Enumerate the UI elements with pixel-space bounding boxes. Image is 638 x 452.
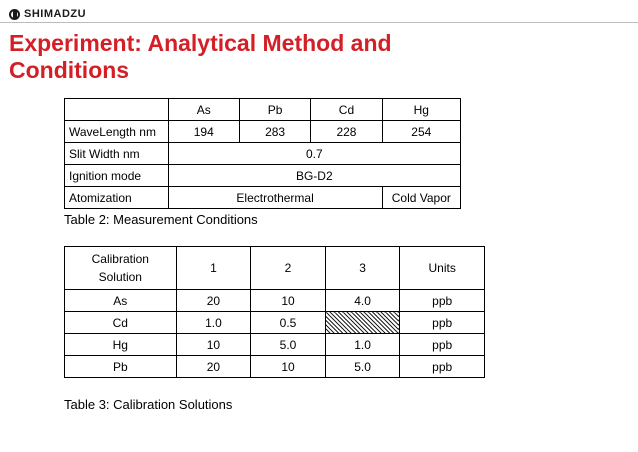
shimadzu-logo bbox=[9, 7, 86, 21]
table-header-cell: Units bbox=[400, 247, 485, 290]
title-line-1: Experiment: Analytical Method and bbox=[9, 30, 392, 56]
table-cell: Electrothermal bbox=[168, 187, 382, 209]
table-cell: 20 bbox=[176, 290, 251, 312]
table-row bbox=[65, 143, 461, 165]
header-divider bbox=[0, 22, 638, 23]
header-label-line-2: Solution bbox=[98, 270, 142, 284]
table-cell: ppb bbox=[400, 356, 485, 378]
table-header-cell bbox=[65, 247, 177, 290]
table-header-cell: Hg bbox=[382, 99, 460, 121]
table-cell: 5.0 bbox=[251, 334, 326, 356]
table3-caption: Table 3: Calibration Solutions bbox=[64, 397, 233, 412]
table2-caption: Table 2: Measurement Conditions bbox=[64, 212, 258, 227]
table-header-cell bbox=[65, 99, 169, 121]
table-row bbox=[65, 99, 461, 121]
slide-title bbox=[9, 30, 609, 84]
table-cell: 0.5 bbox=[251, 312, 326, 334]
table-cell: ppb bbox=[400, 290, 485, 312]
table-header-cell: 1 bbox=[176, 247, 251, 290]
table-cell: 10 bbox=[251, 356, 326, 378]
table-cell: 283 bbox=[239, 121, 310, 143]
table-cell: 1.0 bbox=[325, 334, 400, 356]
table-cell: 254 bbox=[382, 121, 460, 143]
row-label: Atomization bbox=[65, 187, 169, 209]
row-label: Slit Width nm bbox=[65, 143, 169, 165]
table-header-cell: Pb bbox=[239, 99, 310, 121]
table-row bbox=[65, 290, 485, 312]
row-label: As bbox=[65, 290, 177, 312]
table-cell: ppb bbox=[400, 334, 485, 356]
table-row bbox=[65, 356, 485, 378]
row-label: Cd bbox=[65, 312, 177, 334]
hatched-empty-cell bbox=[325, 312, 400, 334]
table-cell: Cold Vapor bbox=[382, 187, 460, 209]
table-row bbox=[65, 121, 461, 143]
measurement-conditions-table bbox=[64, 98, 461, 209]
table-row bbox=[65, 334, 485, 356]
table-cell: 10 bbox=[251, 290, 326, 312]
table-cell: 228 bbox=[311, 121, 382, 143]
table-cell: 10 bbox=[176, 334, 251, 356]
title-line-2: Conditions bbox=[9, 57, 130, 83]
table-header-cell: Cd bbox=[311, 99, 382, 121]
calibration-solutions-table bbox=[64, 246, 485, 378]
table-row bbox=[65, 187, 461, 209]
table-cell: 5.0 bbox=[325, 356, 400, 378]
shimadzu-logo-icon bbox=[9, 9, 20, 20]
row-label: Pb bbox=[65, 356, 177, 378]
table-row bbox=[65, 312, 485, 334]
row-label: WaveLength nm bbox=[65, 121, 169, 143]
table-cell: ppb bbox=[400, 312, 485, 334]
table-header-cell: As bbox=[168, 99, 239, 121]
row-label: Ignition mode bbox=[65, 165, 169, 187]
table-cell: 20 bbox=[176, 356, 251, 378]
table-header-cell: 3 bbox=[325, 247, 400, 290]
table-row bbox=[65, 165, 461, 187]
header-label-line-1: Calibration bbox=[91, 252, 149, 266]
table-cell: 1.0 bbox=[176, 312, 251, 334]
table-cell: 194 bbox=[168, 121, 239, 143]
table-row bbox=[65, 247, 485, 290]
table-cell: BG-D2 bbox=[168, 165, 460, 187]
logo-text: SHIMADZU bbox=[24, 8, 87, 20]
table-header-cell: 2 bbox=[251, 247, 326, 290]
row-label: Hg bbox=[65, 334, 177, 356]
table-cell: 0.7 bbox=[168, 143, 460, 165]
table-cell: 4.0 bbox=[325, 290, 400, 312]
